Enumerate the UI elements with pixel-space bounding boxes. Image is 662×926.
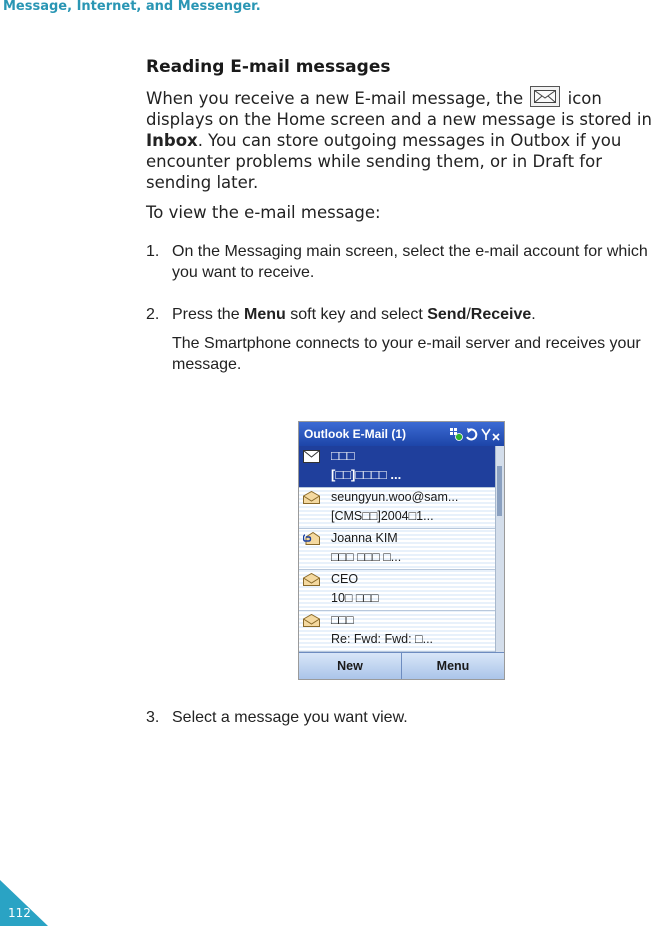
send-label: Send	[427, 306, 467, 323]
para1-start: When you receive a new E-mail message, the	[146, 89, 529, 108]
step-text-b: soft key and select	[285, 306, 428, 323]
period: .	[531, 306, 536, 323]
open-envelope-icon	[303, 614, 320, 627]
step-number: 3.	[146, 709, 160, 726]
phone-message-list	[299, 446, 504, 652]
step-text: On the Messaging main screen, select the e-mail account for which you want to receive.	[172, 243, 648, 281]
open-envelope-icon	[303, 491, 320, 504]
step-number: 2.	[146, 306, 160, 323]
step-text-a: Press the	[172, 306, 245, 323]
page-number-tab	[0, 880, 48, 926]
section-content	[146, 57, 662, 375]
attachment-envelope-icon	[303, 532, 320, 545]
receive-label: Receive	[470, 306, 532, 323]
intro-text: To view the e-mail message:	[146, 203, 381, 222]
new-softkey[interactable]: New	[299, 653, 402, 680]
section-title: Reading E-mail messages	[146, 57, 391, 77]
message-subject: □□□ □□□ □...	[331, 550, 402, 564]
para1-end: . You can store outgoing messages in Outbox if you encounter problems while sending them, or in Draft for sending later.	[146, 131, 622, 192]
menu-label: Menu	[244, 306, 286, 323]
phone-status-icons	[449, 426, 501, 442]
open-envelope-icon	[303, 573, 320, 586]
message-sender: □□□	[331, 448, 355, 463]
message-subject: [CMS□□]2004□1...	[331, 509, 434, 523]
steps-list	[146, 241, 662, 375]
message-row[interactable]	[299, 610, 496, 652]
step-2-detail: The Smartphone connects to your e-mail server and receives your message.	[172, 335, 641, 373]
sync-icon	[467, 428, 476, 439]
message-subject: [□□]□□□□ ...	[331, 467, 402, 482]
phone-scrollbar[interactable]	[495, 446, 504, 652]
message-row[interactable]	[299, 446, 496, 488]
message-row[interactable]	[299, 487, 496, 529]
step-2	[146, 304, 662, 375]
step-number: 1.	[146, 243, 160, 260]
envelope-icon	[530, 86, 560, 107]
phone-scroll-thumb[interactable]	[497, 466, 502, 516]
signal-icon	[450, 428, 463, 441]
para1-middle: icon displays on the Home screen and a new message is stored in	[146, 89, 652, 129]
antenna-icon	[482, 429, 499, 440]
closed-envelope-icon	[303, 450, 320, 463]
message-sender: seungyun.woo@sam...	[331, 490, 459, 504]
message-row[interactable]	[299, 528, 496, 570]
running-header: Message, Internet, and Messenger.	[3, 0, 261, 14]
phone-softkey-bar	[299, 652, 504, 680]
phone-title-bar	[299, 422, 504, 446]
body-paragraph	[146, 86, 662, 193]
message-sender: □□□	[331, 613, 354, 627]
phone-screenshot	[298, 421, 505, 680]
slash: /	[466, 306, 471, 323]
message-subject: Re: Fwd: Fwd: □...	[331, 632, 434, 646]
message-subject: 10□ □□□	[331, 591, 379, 605]
phone-title: Outlook E-Mail (1)	[304, 427, 406, 441]
page-number: 112	[8, 906, 31, 920]
message-sender: CEO	[331, 572, 359, 586]
step-text: Select a message you want view.	[172, 709, 408, 726]
message-row[interactable]	[299, 569, 496, 611]
step-3	[146, 707, 662, 728]
inbox-label: Inbox	[146, 131, 198, 150]
step-1	[146, 241, 662, 283]
message-sender: Joanna KIM	[331, 531, 398, 545]
menu-softkey[interactable]: Menu	[436, 659, 470, 673]
